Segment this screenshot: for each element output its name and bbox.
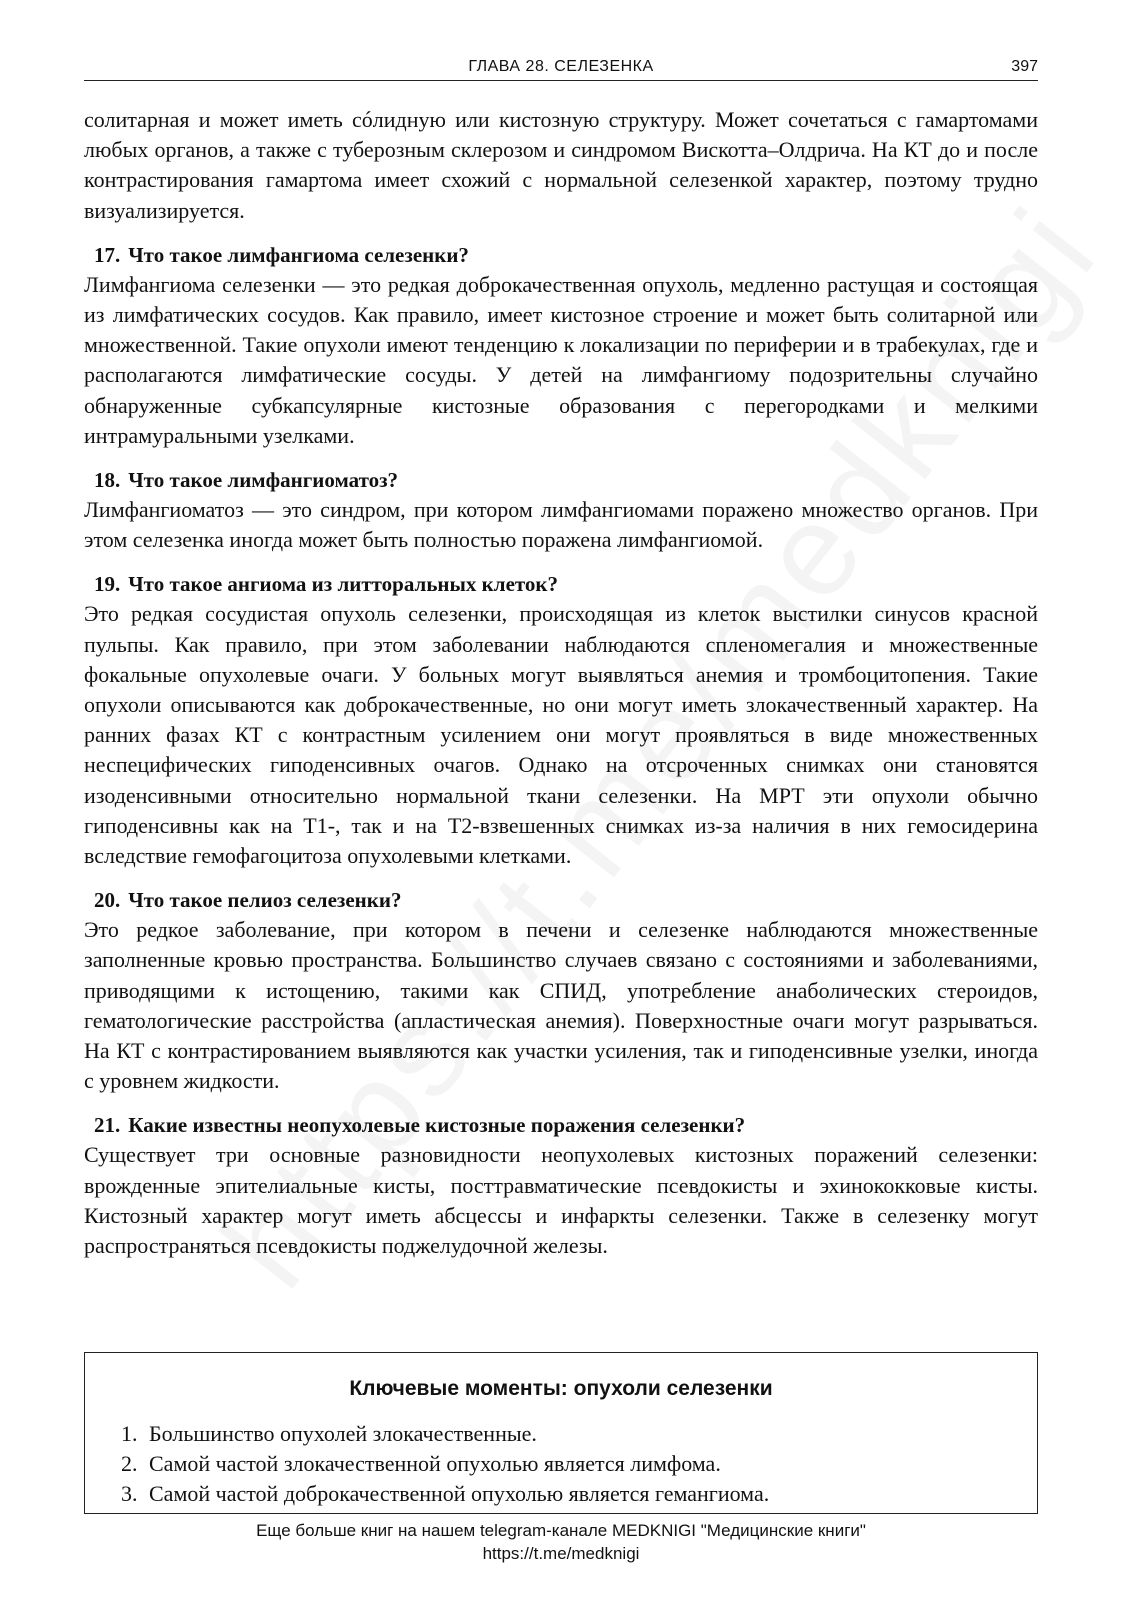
- question-heading: [84, 466, 1038, 495]
- answer-paragraph: Существует три основные разновидности неопухолевых кистозных поражений селезенки: врожденные эпителиальные кисты, посттравматические псевдокисты и эхинококковые кисты. Кистозный характер могут иметь абсцессы и инфаркты селезенки. Также в селезенку могут распространяться псевдокисты поджелудочной железы.: [84, 1142, 1038, 1259]
- question-heading: [84, 241, 1038, 270]
- question-text: Что такое ангиома из литторальных клеток?: [128, 572, 559, 597]
- key-points-title: Ключевые моменты: опухоли селезенки: [349, 1377, 773, 1400]
- intro-paragraph: солитарная и может иметь сóлидную или кистозную структуру. Может сочетаться с гамартомами любых органов, а также с туберозным склерозом и синдромом Вискотта–Олдрича. На КТ до и после контрастирования гамартома имеет схожий с нормальной селезенкой характер, поэтому трудно визуализируется.: [84, 107, 1038, 223]
- list-item-number: 1.: [121, 1421, 138, 1446]
- page-content: [84, 105, 1038, 1261]
- question-number: 21.: [94, 1113, 121, 1138]
- question-text: Что такое лимфангиоматоз?: [128, 468, 399, 493]
- question-heading: [84, 886, 1038, 915]
- list-item: [121, 1419, 1037, 1449]
- key-points-box: [84, 1352, 1038, 1514]
- question-heading: [84, 1111, 1038, 1140]
- answer-paragraph: Лимфангиома селезенки — это редкая доброкачественная опухоль, медленно растущая и состоящая из лимфатических сосудов. Как правило, имеет кистозное строение и может быть солитарной или множественной. Такие опухоли имеют тенденцию к локализации по периферии и в трабекулах, где и располагаются лимфатические сосуды. У детей на лимфангиому подозрительны случайно обнаруженные субкапсулярные кистозные образования с перегородками и мелкими интрамуральными узелками.: [84, 271, 1038, 448]
- question-18: [84, 466, 1038, 555]
- list-item-number: 2.: [121, 1451, 138, 1476]
- page-number: 397: [1011, 58, 1038, 75]
- answer-paragraph: Это редкая сосудистая опухоль селезенки, происходящая из клеток выстилки синусов красной пульпы. Как правило, при этом заболевании наблюдаются спленомегалия и множественные фокальные опухолевые очаги. У больных могут выявляться анемия и тромбоцитопения. Такие опухоли описываются как доброкачественные, но они могут иметь злокачественный характер. На ранних фазах КТ с контрастным усилением они могут проявляться в виде множественных неспецифических гиподенсивных очагов. Однако на отсроченных снимках они становятся изоденсивными относительно нормальной ткани селезенки. На МРТ эти опухоли обычно гиподенсивны как на T1-, так и на T2-взвешенных снимках из-за наличия в них гемосидерина вследствие гемофагоцитоза опухолевыми клетками.: [84, 601, 1038, 869]
- question-text: Что такое пелиоз селезенки?: [128, 888, 402, 913]
- answer-paragraph: Лимфангиоматоз — это синдром, при котором лимфангиомами поражено множество органов. При этом селезенка иногда может быть полностью поражена лимфангиомой.: [84, 497, 1038, 553]
- key-points-list: [85, 1419, 1037, 1509]
- answer-paragraph: Это редкое заболевание, при котором в печени и селезенке наблюдаются множественные заполненные кровью пространства. Большинство случаев связано с состояниями и заболеваниями, приводящими к истощению, такими как СПИД, употребление анаболических стероидов, гематологические расстройства (апластическая анемия). Поверхностные очаги могут разрываться. На КТ с контрастированием выявляются как участки усиления, так и гиподенсивные узелки, иногда с уровнем жидкости.: [84, 917, 1038, 1094]
- list-item-text: Большинство опухолей злокачественные.: [149, 1421, 537, 1446]
- question-19: [84, 570, 1038, 871]
- question-21: [84, 1111, 1038, 1261]
- question-number: 17.: [94, 242, 121, 267]
- footer-telegram-note: Еще больше книг на нашем telegram-канале MEDKNIGI "Медицинские книги": [256, 1521, 866, 1540]
- question-text: Какие известны неопухолевые кистозные поражения селезенки?: [128, 1113, 746, 1138]
- list-item-number: 3.: [121, 1481, 138, 1506]
- list-item-text: Самой частой злокачественной опухолью является лимфома.: [149, 1451, 721, 1476]
- running-header: [84, 54, 1038, 81]
- list-item-text: Самой частой доброкачественной опухолью является гемангиома.: [149, 1481, 770, 1506]
- chapter-title: ГЛАВА 28. СЕЛЕЗЕНКА: [468, 58, 654, 75]
- question-heading: [84, 570, 1038, 599]
- footer-telegram-link[interactable]: https://t.me/medknigi: [482, 1544, 640, 1563]
- question-number: 20.: [94, 888, 121, 913]
- list-item: [121, 1479, 1037, 1509]
- question-number: 18.: [94, 468, 121, 493]
- question-20: [84, 886, 1038, 1096]
- question-number: 19.: [94, 572, 121, 597]
- list-item: [121, 1449, 1037, 1479]
- question-17: [84, 241, 1038, 451]
- question-text: Что такое лимфангиома селезенки?: [128, 242, 469, 267]
